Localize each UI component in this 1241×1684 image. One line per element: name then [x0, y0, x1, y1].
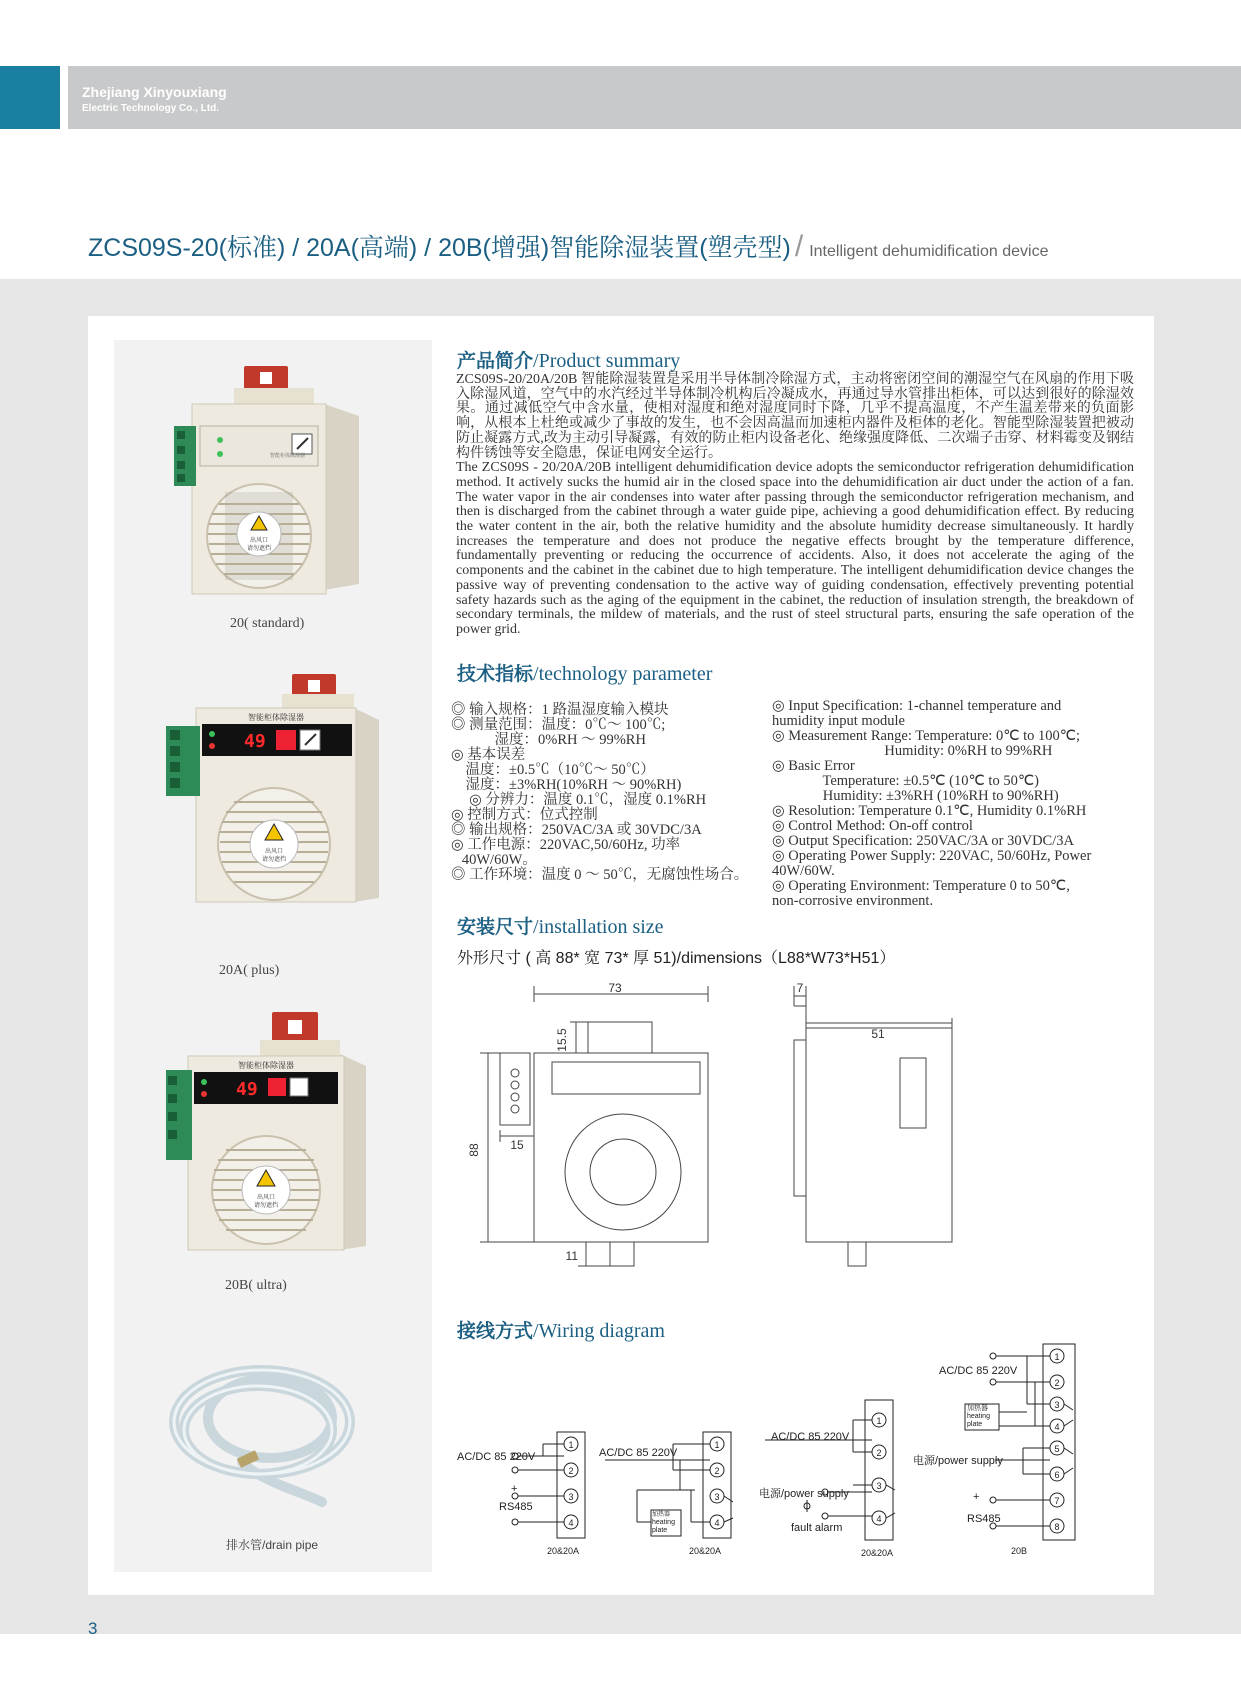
- wiring1-plus: +: [511, 1483, 518, 1495]
- wiring3-label: 20&20A: [861, 1548, 894, 1558]
- summary-heading: [457, 346, 680, 373]
- dimensions-text: 外形尺寸 ( 高 88* 宽 73* 厚 51)/dimensions（L88*W73*H51）: [457, 950, 896, 967]
- install-heading-cn: 安装尺寸: [457, 917, 534, 938]
- install-heading-en: /installation size: [533, 916, 664, 938]
- wiring2-n3: 3: [714, 1492, 720, 1502]
- product-1-label: 智能柜体除湿器: [270, 453, 306, 459]
- page-number: 3: [88, 1619, 98, 1638]
- wiring2-heating2: heating: [652, 1519, 675, 1526]
- tech-heading-en: /technology parameter: [533, 663, 713, 685]
- wiring3-n3: 3: [876, 1481, 882, 1491]
- wiring4-power-supply: 电源/power supply: [913, 1455, 1003, 1467]
- dim-15: 15: [510, 1138, 524, 1152]
- install-heading: [457, 912, 664, 939]
- product-2-label: 智能柜体除湿器: [248, 713, 304, 722]
- wiring3-power-supply: 电源/power supply: [759, 1488, 849, 1500]
- wiring1-n3: 3: [568, 1492, 574, 1502]
- wiring4-n1: 1: [1054, 1352, 1060, 1362]
- wiring2-label: 20&20A: [689, 1546, 722, 1556]
- dim-7: 7: [796, 981, 804, 995]
- product-image-20: [174, 364, 369, 596]
- product-2-warn2: 请勿遮挡: [261, 856, 287, 863]
- wiring-heading-en: /Wiring diagram: [533, 1320, 665, 1342]
- company-name-line2: Electric Technology Co., Ltd.: [82, 103, 220, 114]
- product-1-warn1: 出风口: [249, 537, 269, 544]
- wiring-heading-cn: 接线方式: [457, 1321, 534, 1342]
- wiring4-n8: 8: [1054, 1522, 1060, 1532]
- wiring1-n1: 1: [568, 1440, 574, 1450]
- product-caption-20a: 20A( plus): [219, 963, 280, 978]
- wiring-heading: [457, 1316, 665, 1343]
- product-3-warn1: 出风口: [256, 1194, 276, 1201]
- wiring1-ac: AC/DC 85 220V: [457, 1451, 536, 1463]
- product-caption-20b: 20B( ultra): [225, 1278, 287, 1293]
- wiring1-n2: 2: [568, 1466, 574, 1476]
- title-english: Intelligent dehumidification device: [809, 243, 1049, 260]
- summary-heading-cn: 产品简介: [457, 351, 534, 372]
- installation-drawing: [460, 980, 980, 1300]
- wiring4-n7: 7: [1054, 1496, 1060, 1506]
- wiring2-heating1: 加热器: [652, 1512, 671, 1518]
- wiring4-n4: 4: [1054, 1422, 1060, 1432]
- company-name-line1: Zhejiang Xinyouxiang: [82, 84, 227, 100]
- summary-heading-en: /Product summary: [533, 350, 681, 372]
- wiring4-plus: +: [973, 1491, 980, 1503]
- wiring4-n5: 5: [1054, 1444, 1060, 1454]
- product-caption-20: 20( standard): [230, 616, 305, 631]
- wiring2-n2: 2: [714, 1466, 720, 1476]
- summary-text-en: The ZCS09S - 20/20A/20B intelligent dehumidification device adopts the semiconductor refrigeration dehumidification method. It actively sucks the humid air in the closed space into the dehumidification air duct under the action of a fan. The water vapor in the air condenses into water after passing through the semiconductor refrigeration mechanism, and then is discharged from the cabinet through a water guide pipe, achieving a good dehumidification effect. By reducing the water content in the air, both the relative humidity and the absolute humidity decrease simultaneously. It hardly increases the temperature and does not produce the negative effects brought by the temperature difference, fundamentally preventing or reducing the occurrence of accidents. Also, it does not accelerate the aging of the components and the cabinet in the cabinet due to high temperature. The intelligent dehumidification device changes the passive way of preventing condensation to the active way of guiding condensation, effectively preventing potential safety hazards such as the aging of the equipment in the cabinet, the reduction of insulation strength, the breakdown of secondary terminals, the mildew of materials, and the rust of steel structural parts, ensuring the safe operation of the power grid.: [456, 460, 1134, 637]
- wiring4-heating3: plate: [967, 1421, 983, 1428]
- tech-heading: [457, 659, 712, 686]
- wiring2-n4: 4: [714, 1518, 720, 1528]
- dim-15-5: 15.5: [555, 1028, 569, 1052]
- product-3-label: 智能柜体除湿器: [238, 1061, 294, 1070]
- tech-heading-cn: 技术指标: [457, 664, 534, 685]
- wiring-diagram: [455, 1340, 1135, 1566]
- product-3-display: 49: [236, 1079, 258, 1100]
- wiring4-n3: 3: [1054, 1400, 1060, 1410]
- product-2-warn1: 出风口: [264, 848, 284, 855]
- drain-pipe-caption: 排水管/drain pipe: [226, 1538, 319, 1552]
- dim-88: 88: [467, 1143, 481, 1157]
- drain-pipe-image: [152, 1352, 392, 1532]
- wiring4-ac: AC/DC 85 220V: [939, 1365, 1018, 1377]
- product-1-warn2: 请勿遮挡: [246, 545, 272, 552]
- wiring1-label: 20&20A: [547, 1546, 580, 1556]
- product-3-warn2: 请勿遮挡: [253, 1202, 279, 1209]
- wiring3-n2: 2: [876, 1448, 882, 1458]
- product-image-20b: [164, 1010, 374, 1258]
- wiring2-ac: AC/DC 85 220V: [599, 1447, 678, 1459]
- wiring4-heating2: heating: [967, 1413, 990, 1420]
- wiring4-label: 20B: [1011, 1546, 1028, 1556]
- wiring4-heating1: 加热器: [967, 1405, 988, 1412]
- header-bar: [68, 66, 1241, 129]
- product-image-20a: [164, 672, 384, 904]
- dim-11: 11: [565, 1249, 578, 1263]
- wiring1-n4: 4: [568, 1518, 574, 1528]
- dim-73: 73: [608, 981, 622, 995]
- wiring3-fault-alarm: fault alarm: [791, 1522, 843, 1534]
- dim-51: 51: [871, 1027, 885, 1041]
- header-accent-block: [0, 66, 60, 129]
- wiring4-n6: 6: [1054, 1470, 1060, 1480]
- wiring2-heating3: plate: [652, 1527, 668, 1534]
- tech-spec-cn: ◎ 输入规格：1 路温湿度输入模块 ◎ 测量范围：温度：0℃～ 100℃; 湿度：0%RH ～ 99%RH ◎ 基本误差 温度：±0.5℃（10℃～ 50℃） 湿度：±3%RH(10%RH ～ 90%RH) ◎ 分辨力：温度 0.1℃，湿度 0.1%RH ◎ 控制方式：位式控制 ◎ 输出规格：250VAC/3A 或 30VDC/3A ◎ 工作电源：220VAC,50/60Hz, 功率 40W/60W。 ◎ 工作环境：温度 0 ～ 50℃，无腐蚀性场合。: [451, 702, 749, 883]
- wiring2-n1: 1: [714, 1440, 720, 1450]
- summary-text: [456, 373, 1134, 638]
- wiring3-ac: AC/DC 85 220V: [771, 1431, 850, 1443]
- tech-spec-en: ◎ Input Specification: 1-channel temperature and humidity input module ◎ Measurement Range: Temperature: 0℃ to 100℃; Humidity: 0%RH to 99%RH ◎ Basic Error Temperature: ±0.5℃ (10℃ to 50℃) Humidity: ±3%RH (10%RH to 90%RH) ◎ Resolution: Temperature 0.1℃, Humidity 0.1%RH ◎ Control Method: On-off control ◎ Output Specification: 250VAC/3A or 30VDC/3A ◎ Operating Power Supply: 220VAC, 50/60Hz, Power 40W/60W. ◎ Operating Environment: Temperature 0 to 50℃, non-corrosive environment.: [772, 698, 1092, 909]
- wiring4-rs485: RS485: [967, 1513, 1001, 1525]
- wiring4-n2: 2: [1054, 1378, 1060, 1388]
- summary-text-cn: ZCS09S-20/20A/20B 智能除湿装置是采用半导体制冷除湿方式，主动将密闭空间的潮湿空气在风扇的作用下吸入除湿风道，空气中的水汽经过半导体制冷机构后冷凝成水，再通过导水管排出柜体，可以达到很好的除湿效果。通过减低空气中含水量，使相对湿度和绝对湿度同时下降，几乎不提高温度，不产生温差带来的负面影响，从根本上杜绝或减少了事故的发生，也不会因高温而加速柜内器件及柜体的老化。智能型除湿装置把被动防止凝露方式,改为主动引导凝露，有效的防止柜内设备老化、绝缘强度降低、二次端子击穿、材料霉变及钢结构件锈蚀等安全隐患，保证电网安全运行。: [456, 372, 1134, 461]
- title-slash: /: [794, 230, 804, 263]
- title-main: ZCS09S-20(标准) / 20A(高端) / 20B(增强)智能除湿装置(塑壳型): [88, 234, 791, 262]
- product-2-display: 49: [244, 731, 266, 752]
- wiring3-n1: 1: [876, 1416, 882, 1426]
- wiring3-n4: 4: [876, 1514, 882, 1524]
- page-title: [88, 228, 1048, 264]
- wiring1-rs485: RS485: [499, 1501, 533, 1513]
